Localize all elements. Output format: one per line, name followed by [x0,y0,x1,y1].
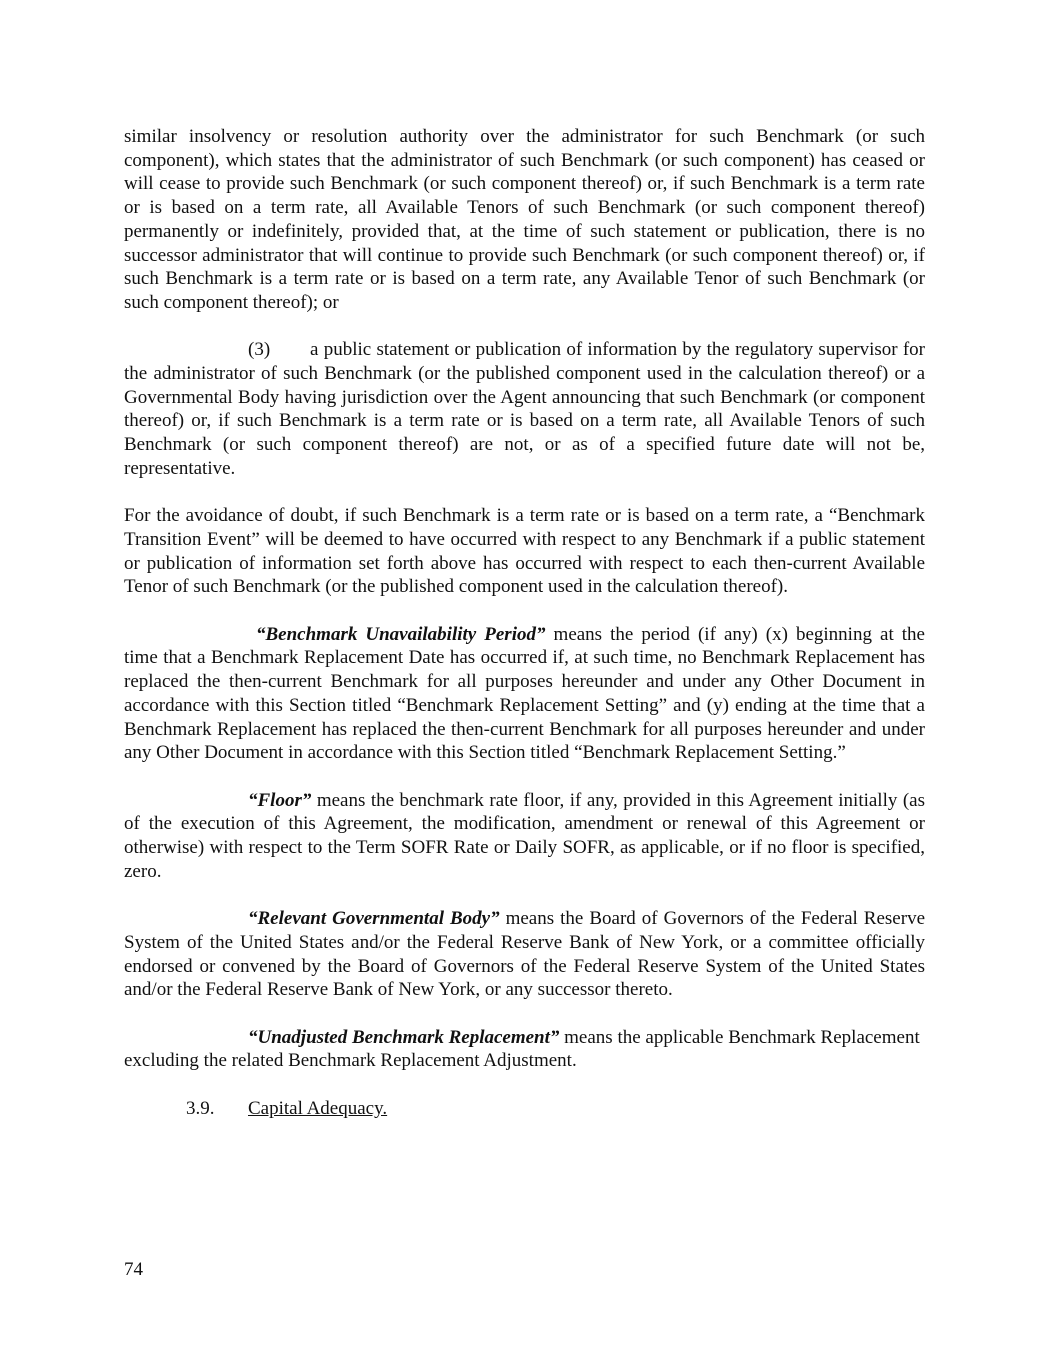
definition-text: means the Board of Governors of the Federal Reserve System of the United States and/or the Federal Reserve Bank of New York, or a committee officially endorsed or convened by the Board of Governors of the Federal Reserve System of the United States and/or the Federal Reserve Bank of New York, or any successor thereto. [124,908,925,1001]
section-heading [124,1097,925,1121]
page-number: 74 [124,1259,143,1280]
defined-term: “Unadjusted Benchmark Replacement” [248,1026,560,1048]
clause-number: (3) [248,339,271,361]
definition-floor [124,789,925,884]
definition-unadjusted-benchmark-replacement [124,1026,925,1073]
definition-text: means the period (if any) (x) beginning at the time that a Benchmark Replacement Date has occurred if, at such time, no Benchmark Replacement has replaced the then-current Benchmark for all purposes hereunder and under any Other Document in accordance with this Section titled “Benchmark Replacement Setting” and (y) ending at the time that a Benchmark Replacement has replaced the then-current Benchmark for all purposes hereunder and under any Other Document in accordance with this Section titled “Benchmark Replacement Setting.” [124,623,925,764]
definition-benchmark-unavailability-period [124,623,925,765]
paragraph-avoidance-of-doubt: For the avoidance of doubt, if such Benchmark is a term rate or is based on a term rate, a “Benchmark Transition Event” will be deemed to have occurred with respect to any Benchmark if a public statement or publication of information set forth above has occurred with respect to each then-current Available Tenor of such Benchmark (or the published component used in the calculation thereof). [124,505,925,598]
document-page [124,125,925,1120]
definition-text: means the benchmark rate floor, if any, provided in this Agreement initially (as of the execution of this Agreement, the modification, amendment or renewal of this Agreement or otherwise) with respect to the Term SOFR Rate or Daily SOFR, as applicable, or if no floor is specified, zero. [124,789,925,882]
defined-term: “Floor” [248,789,312,811]
definition-relevant-governmental-body [124,907,925,1002]
paragraph-clause-3 [124,338,925,480]
clause-text: a public statement or publication of information by the regulatory supervisor for the administrator of such Benchmark (or the published component used in the calculation thereof) or a Governmental Body having jurisdiction over the Agent announcing that such Benchmark (or component thereof) or, if such Benchmark is a term rate or is based on a term rate, all Available Tenors of such Benchmark (or such component thereof) are not, or as of a specified future date will not be, representative. [124,339,925,479]
defined-term: “Benchmark Unavailability Period” [256,623,546,645]
defined-term: “Relevant Governmental Body” [248,908,500,930]
section-number: 3.9. [186,1097,215,1119]
definition-text: means the applicable Benchmark Replacement excluding the related Benchmark Replacement Adjustment. [124,1026,920,1072]
section-title: Capital Adequacy. [248,1097,388,1119]
paragraph-insolvency-statement: similar insolvency or resolution authority over the administrator for such Benchmark (or such component), which states that the administrator of such Benchmark (or such component) has ceased or will cease to provide such Benchmark (or such component thereof) or, if such Benchmark is a term rate or is based on a term rate, all Available Tenors of such Benchmark (or such component thereof) permanently or indefinitely, provided that, at the time of such statement or publication, there is no successor administrator that will continue to provide such Benchmark (or such component thereof) or, if such Benchmark is a term rate or is based on a term rate, any Available Tenor of such Benchmark (or such component thereof); or [124,126,925,313]
